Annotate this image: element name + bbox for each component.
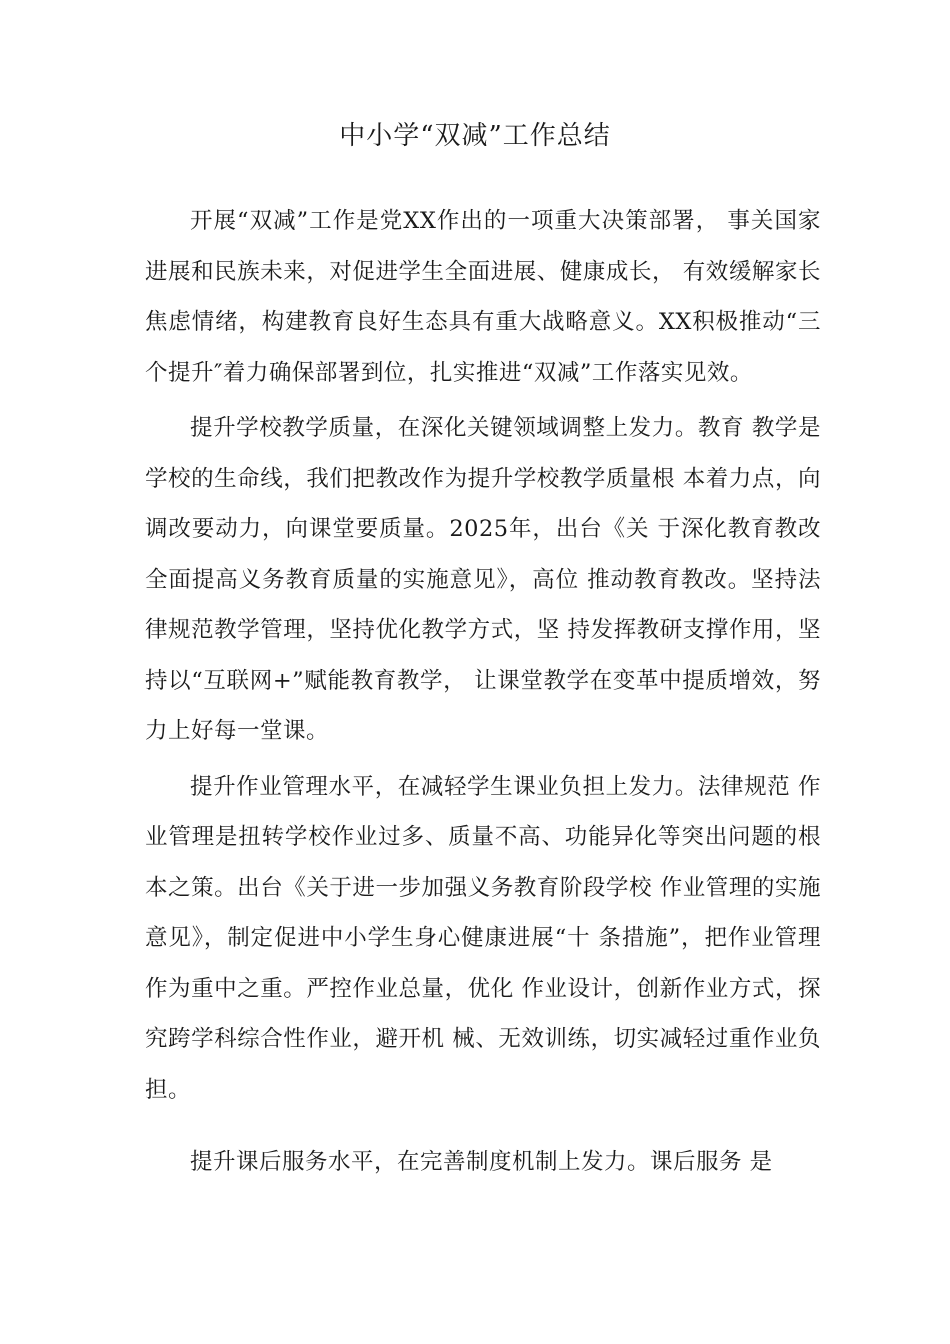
paragraph-homework-management: 提升作业管理水平，在减轻学生课业负担上发力。法律规范 作业管理是扭转学校作业过多、质量不高、功能异化等突出问题的根本之策。出台《关于进一步加强义务教育阶段学校 作业管理的实施意见》，制定促进中小学生身心健康进展“十 条措施”，把作业管理作为重中之重。严控作业总量，优化 作业设计，创新作业方式，探究跨学科综合性作业，避开机 械、无效训练，切实减轻过重作业负担。 bbox=[145, 773, 821, 1103]
document-title: 中小学“双减”工作总结 bbox=[339, 121, 611, 151]
document-body bbox=[145, 196, 821, 1188]
paragraph-after-school-service: 提升课后服务水平，在完善制度机制上发力。课后服务 是 bbox=[190, 1149, 773, 1175]
paragraph-intro: 开展“双减”工作是党XX作出的一项重大决策部署， 事关国家进展和民族未来，对促进学生全面进展、健康成长， 有效缓解家长焦虑情绪，构建教育良好生态具有重大战略意义。XX积极推动“三个提升″着力确保部署到位，扎实推进“双减”工作落实见效。 bbox=[145, 208, 821, 386]
paragraph-teaching-quality: 提升学校教学质量，在深化关键领域调整上发力。教育 教学是学校的生命线，我们把教改作为提升学校教学质量根 本着力点，向调改要动力，向课堂要质量。2025年，出台《关 于深化教育教改全面提高义务教育质量的实施意见》，高位 推动教育教改。坚持法律规范教学管理，坚持优化教学方式，坚 持发挥教研支撑作用，坚持以“互联网+”赋能教育教学， 让课堂教学在变革中提质增效，努力上好每一堂课。 bbox=[145, 415, 821, 744]
